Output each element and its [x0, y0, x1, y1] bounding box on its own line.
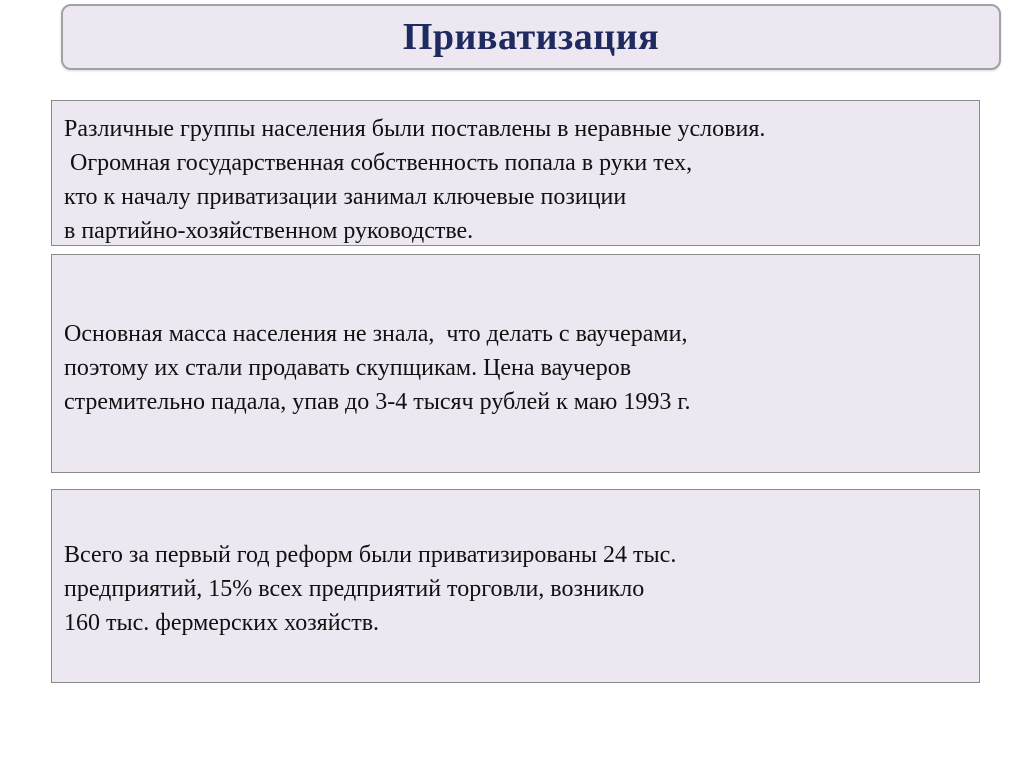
page-title: Приватизация — [402, 16, 660, 58]
title-banner — [61, 4, 1001, 70]
text-line: в партийно-хозяйственном руководстве. — [64, 218, 474, 244]
text-line: Огромная государственная собственность попала в руки тех, — [64, 150, 693, 176]
text-line: Различные группы населения были поставлены в неравные условия. — [64, 116, 766, 142]
text-line: 160 тыс. фермерских хозяйств. — [64, 610, 380, 636]
text-line: предприятий, 15% всех предприятий торговли, возникло — [64, 576, 645, 602]
text-block-vouchers — [51, 254, 980, 473]
text-line: Всего за первый год реформ были приватизированы 24 тыс. — [64, 542, 677, 568]
text-line: стремительно падала, упав до 3-4 тысяч рублей к маю 1993 г. — [64, 389, 691, 415]
text-block-results — [51, 489, 980, 683]
text-line: Основная масса населения не знала, что делать с ваучерами, — [64, 321, 688, 347]
text-line: поэтому их стали продавать скупщикам. Цена ваучеров — [64, 355, 632, 381]
text-block-inequality — [51, 100, 980, 246]
text-line: кто к началу приватизации занимал ключевые позиции — [64, 184, 627, 210]
